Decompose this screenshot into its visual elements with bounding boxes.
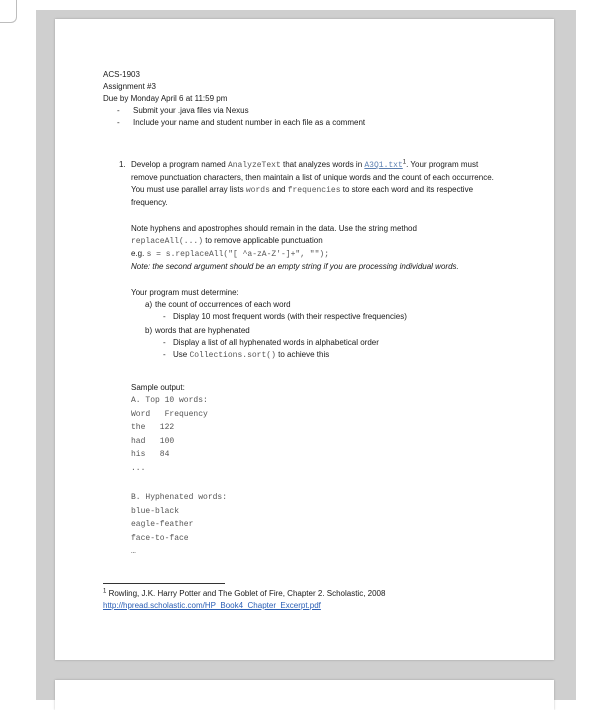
list-text: words that are hyphenated bbox=[155, 326, 250, 335]
sample-label: Sample output: bbox=[131, 383, 185, 392]
input-file-link[interactable]: A3Q1.txt bbox=[364, 161, 403, 170]
sample-line: the 122 bbox=[131, 423, 175, 432]
sample-line: … bbox=[131, 547, 136, 556]
bullet-dash: - bbox=[117, 106, 120, 115]
bullet-dash: - bbox=[163, 312, 166, 321]
text-run: to remove applicable punctuation bbox=[203, 236, 323, 245]
requirement-a-sub bbox=[163, 311, 513, 323]
bullet-dash: - bbox=[163, 338, 166, 347]
collections-sort-code: Collections.sort() bbox=[189, 351, 276, 360]
sample-line: his 84 bbox=[131, 450, 170, 459]
sample-line: blue-black bbox=[131, 506, 180, 516]
requirement-a bbox=[145, 299, 513, 311]
footnote-divider bbox=[103, 583, 225, 584]
example-line bbox=[131, 248, 513, 261]
text-run: that analyzes words in bbox=[280, 160, 365, 169]
bullet-dash: - bbox=[117, 118, 120, 127]
next-page bbox=[55, 680, 554, 710]
instruction-text: Include your name and student number in each file as a comment bbox=[133, 118, 366, 127]
requirement-b bbox=[145, 325, 513, 337]
sample-line: had 100 bbox=[131, 436, 175, 446]
question-1 bbox=[119, 159, 513, 209]
text-run: . Your program must remove punctuation characters, then maintain a list of unique words and the count of each occurrence. You must use parallel array lists bbox=[131, 160, 494, 194]
note-line: Note hyphens and apostrophes should remain in the data. Use the string method bbox=[131, 224, 417, 233]
replaceall-code: replaceAll(...) bbox=[131, 237, 204, 246]
note-italic: Note: the second argument should be an empty string if you are processing individual words. bbox=[131, 262, 459, 271]
course-code: ACS-1903 bbox=[103, 70, 140, 79]
footnote-link[interactable]: http://hpread.scholastic.com/HP_Book4_Chapter_Excerpt.pdf bbox=[103, 600, 321, 610]
bullet-dash: - bbox=[163, 350, 166, 359]
sample-line: A. Top 10 words: bbox=[131, 396, 208, 405]
due-date: Due by Monday April 6 at 11:59 pm bbox=[103, 94, 228, 103]
class-name-code: AnalyzeText bbox=[227, 161, 281, 170]
footnote-citation bbox=[103, 588, 513, 600]
instruction-item bbox=[117, 105, 513, 117]
text-run: and bbox=[269, 185, 288, 194]
footnote-ref[interactable]: 1 bbox=[402, 159, 407, 166]
list-label: b) bbox=[145, 326, 153, 335]
assignment-title: Assignment #3 bbox=[103, 82, 156, 91]
text-run: to achieve this bbox=[275, 350, 330, 359]
footnote-text: Rowling, J.K. Harry Potter and The Goblet of Fire, Chapter 2. Scholastic, 2008 bbox=[108, 588, 386, 598]
footnote-marker: 1 bbox=[103, 587, 107, 594]
sub-bullet-text: Display a list of all hyphenated words in alphabetical order bbox=[173, 338, 379, 347]
question-number: 1. bbox=[119, 160, 126, 169]
frequencies-code: frequencies bbox=[287, 186, 341, 195]
page-content bbox=[103, 69, 513, 612]
words-code: words bbox=[245, 186, 270, 195]
note-block bbox=[131, 223, 513, 273]
text-run: Develop a program named bbox=[131, 160, 228, 169]
requirement-b-sub bbox=[163, 349, 513, 362]
requirements-block bbox=[131, 287, 513, 299]
sample-line: eagle-feather bbox=[131, 520, 194, 529]
text-run: e.g. bbox=[131, 249, 147, 258]
text-run: Use bbox=[173, 350, 190, 359]
sub-bullet-text: Display 10 most frequent words (with their respective frequencies) bbox=[173, 312, 407, 321]
window-corner-tab bbox=[0, 0, 17, 23]
sample-line: face-to-face bbox=[131, 533, 189, 543]
instruction-item bbox=[117, 117, 513, 129]
list-text: the count of occurrences of each word bbox=[155, 300, 291, 309]
requirement-b-sub bbox=[163, 337, 513, 349]
note-line bbox=[131, 235, 513, 248]
sample-output bbox=[131, 382, 513, 559]
sample-line: B. Hyphenated words: bbox=[131, 493, 228, 502]
document-page bbox=[55, 19, 554, 660]
text-run: to store each word and its respective frequency. bbox=[131, 185, 474, 207]
requirements-heading: Your program must determine: bbox=[131, 288, 239, 297]
list-label: a) bbox=[145, 300, 153, 309]
sample-line: ... bbox=[131, 463, 146, 473]
question-paragraph bbox=[131, 159, 501, 209]
example-code: s = s.replaceAll("[ ^a-zA-Z'-]+", ""); bbox=[146, 250, 330, 259]
instruction-text: Submit your .java files via Nexus bbox=[133, 106, 249, 115]
sample-line: Word Frequency bbox=[131, 409, 208, 419]
sub-bullet-text bbox=[173, 349, 329, 362]
